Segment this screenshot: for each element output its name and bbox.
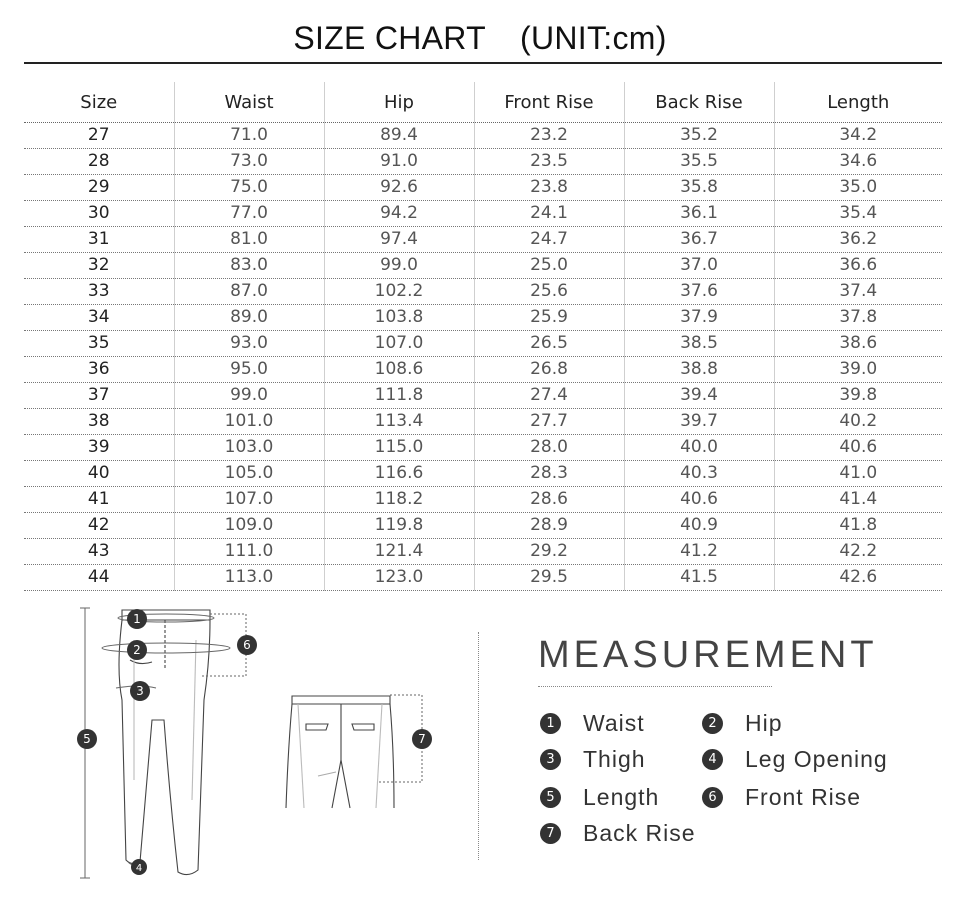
legend-label: Length (583, 784, 660, 810)
table-cell: 99.0 (324, 253, 474, 279)
table-cell: 36.7 (624, 227, 774, 253)
table-row (24, 409, 942, 435)
marker-7: 7 (418, 732, 426, 746)
table-cell: 40.6 (624, 487, 774, 513)
table-body (24, 123, 942, 591)
table-cell: 39.4 (624, 383, 774, 409)
table-cell: 32 (24, 253, 174, 279)
table-cell: 36.6 (774, 253, 942, 279)
table-cell: 25.9 (474, 305, 624, 331)
table-cell: 37.9 (624, 305, 774, 331)
table-cell: 33 (24, 279, 174, 305)
header-size: Size (24, 82, 174, 123)
table-cell: 40.6 (774, 435, 942, 461)
table-row (24, 487, 942, 513)
legend-label: Leg Opening (745, 746, 888, 772)
table-cell: 39.8 (774, 383, 942, 409)
section-divider (478, 632, 479, 860)
table-cell: 23.2 (474, 123, 624, 149)
table-cell: 37.0 (624, 253, 774, 279)
table-row (24, 279, 942, 305)
table-cell: 38.8 (624, 357, 774, 383)
table-cell: 121.4 (324, 539, 474, 565)
table-cell: 89.4 (324, 123, 474, 149)
table-cell: 37 (24, 383, 174, 409)
legend-item-leg-opening (702, 746, 888, 773)
table-cell: 123.0 (324, 565, 474, 591)
table-cell: 37.4 (774, 279, 942, 305)
badge-3: 3 (540, 749, 561, 770)
marker-2: 2 (133, 643, 141, 657)
table-row (24, 461, 942, 487)
diagram-markers (77, 609, 257, 875)
badge-7: 7 (540, 823, 561, 844)
table-cell: 26.8 (474, 357, 624, 383)
table-cell: 113.4 (324, 409, 474, 435)
measurement-title: MEASUREMENT (538, 634, 878, 676)
badge-6: 6 (702, 787, 723, 808)
table-cell: 83.0 (174, 253, 324, 279)
table-cell: 28 (24, 149, 174, 175)
marker-3: 3 (136, 684, 144, 698)
table-cell: 115.0 (324, 435, 474, 461)
table-row (24, 331, 942, 357)
table-cell: 77.0 (174, 201, 324, 227)
table-cell: 26.5 (474, 331, 624, 357)
table-cell: 41 (24, 487, 174, 513)
badge-4: 4 (702, 749, 723, 770)
header-hip: Hip (324, 82, 474, 123)
table-cell: 92.6 (324, 175, 474, 201)
table-cell: 113.0 (174, 565, 324, 591)
table-cell: 34.6 (774, 149, 942, 175)
table-header-row (24, 82, 942, 123)
table-cell: 73.0 (174, 149, 324, 175)
table-row (24, 383, 942, 409)
table-cell: 41.8 (774, 513, 942, 539)
table-row (24, 227, 942, 253)
table-cell: 23.8 (474, 175, 624, 201)
table-row (24, 149, 942, 175)
table-row (24, 513, 942, 539)
table-cell: 42.2 (774, 539, 942, 565)
table-row (24, 201, 942, 227)
badge-1: 1 (540, 713, 561, 734)
table-cell: 34.2 (774, 123, 942, 149)
badge-2: 2 (702, 713, 723, 734)
table-row (24, 357, 942, 383)
table-cell: 107.0 (324, 331, 474, 357)
size-table (24, 82, 942, 591)
table-cell: 39 (24, 435, 174, 461)
table-cell: 44 (24, 565, 174, 591)
table-cell: 91.0 (324, 149, 474, 175)
table-cell: 34 (24, 305, 174, 331)
table-cell: 25.6 (474, 279, 624, 305)
table-cell: 105.0 (174, 461, 324, 487)
legend-label: Hip (745, 710, 783, 736)
legend-item-hip (702, 710, 783, 737)
table-cell: 28.3 (474, 461, 624, 487)
header-waist: Waist (174, 82, 324, 123)
marker-4: 4 (135, 863, 143, 874)
legend-item-waist (540, 710, 645, 737)
table-cell: 29.5 (474, 565, 624, 591)
table-cell: 35 (24, 331, 174, 357)
table-cell: 118.2 (324, 487, 474, 513)
table-cell: 116.6 (324, 461, 474, 487)
table-cell: 43 (24, 539, 174, 565)
badge-5: 5 (540, 787, 561, 808)
legend-item-thigh (540, 746, 646, 773)
table-cell: 38 (24, 409, 174, 435)
table-cell: 31 (24, 227, 174, 253)
title-unit: (UNIT:cm) (519, 20, 667, 56)
table-cell: 27.4 (474, 383, 624, 409)
trousers-back-icon (286, 696, 394, 808)
legend-item-front-rise (702, 784, 861, 811)
table-row (24, 435, 942, 461)
table-cell: 40.2 (774, 409, 942, 435)
table-cell: 103.8 (324, 305, 474, 331)
table-row (24, 539, 942, 565)
table-cell: 40.3 (624, 461, 774, 487)
table-cell: 35.4 (774, 201, 942, 227)
legend-item-length (540, 784, 659, 811)
table-cell: 37.8 (774, 305, 942, 331)
table-cell: 37.6 (624, 279, 774, 305)
table-cell: 29.2 (474, 539, 624, 565)
table-cell: 24.1 (474, 201, 624, 227)
table-cell: 39.7 (624, 409, 774, 435)
marker-5: 5 (83, 732, 91, 746)
header-front-rise: Front Rise (474, 82, 624, 123)
table-cell: 35.8 (624, 175, 774, 201)
table-cell: 27.7 (474, 409, 624, 435)
legend-item-back-rise (540, 820, 696, 847)
table-cell: 41.5 (624, 565, 774, 591)
table-cell: 111.8 (324, 383, 474, 409)
table-cell: 95.0 (174, 357, 324, 383)
table-cell: 89.0 (174, 305, 324, 331)
table-row (24, 253, 942, 279)
table-cell: 103.0 (174, 435, 324, 461)
table-cell: 25.0 (474, 253, 624, 279)
table-row (24, 565, 942, 591)
header-back-rise: Back Rise (624, 82, 774, 123)
table-cell: 81.0 (174, 227, 324, 253)
table-cell: 40 (24, 461, 174, 487)
legend-label: Front Rise (745, 784, 862, 810)
table-cell: 39.0 (774, 357, 942, 383)
table-row (24, 175, 942, 201)
table-cell: 101.0 (174, 409, 324, 435)
table-cell: 40.0 (624, 435, 774, 461)
table-cell: 102.2 (324, 279, 474, 305)
marker-6: 6 (243, 638, 251, 652)
table-cell: 36.2 (774, 227, 942, 253)
legend-label: Thigh (583, 746, 646, 772)
table-cell: 38.6 (774, 331, 942, 357)
legend-label: Back Rise (583, 820, 696, 846)
table-cell: 99.0 (174, 383, 324, 409)
trousers-diagram (60, 600, 480, 890)
table-cell: 28.0 (474, 435, 624, 461)
table-cell: 97.4 (324, 227, 474, 253)
table-cell: 93.0 (174, 331, 324, 357)
table-cell: 28.6 (474, 487, 624, 513)
title-main: SIZE CHART (293, 20, 486, 56)
table-cell: 38.5 (624, 331, 774, 357)
table-cell: 108.6 (324, 357, 474, 383)
table-cell: 36.1 (624, 201, 774, 227)
measurement-rule (538, 686, 772, 687)
table-cell: 41.4 (774, 487, 942, 513)
header-length: Length (774, 82, 942, 123)
table-cell: 27 (24, 123, 174, 149)
table-cell: 28.9 (474, 513, 624, 539)
table-cell: 107.0 (174, 487, 324, 513)
marker-1: 1 (133, 612, 141, 626)
table-cell: 41.2 (624, 539, 774, 565)
table-cell: 35.2 (624, 123, 774, 149)
table-cell: 40.9 (624, 513, 774, 539)
title-rule (24, 62, 942, 64)
table-cell: 119.8 (324, 513, 474, 539)
table-cell: 109.0 (174, 513, 324, 539)
table-cell: 87.0 (174, 279, 324, 305)
table-cell: 94.2 (324, 201, 474, 227)
table-cell: 23.5 (474, 149, 624, 175)
table-row (24, 305, 942, 331)
table-cell: 42 (24, 513, 174, 539)
table-row (24, 123, 942, 149)
table-cell: 71.0 (174, 123, 324, 149)
table-cell: 75.0 (174, 175, 324, 201)
table-cell: 30 (24, 201, 174, 227)
legend-label: Waist (583, 710, 645, 736)
table-cell: 29 (24, 175, 174, 201)
table-cell: 35.5 (624, 149, 774, 175)
table-cell: 42.6 (774, 565, 942, 591)
table-cell: 111.0 (174, 539, 324, 565)
page-title (0, 14, 960, 62)
table-cell: 24.7 (474, 227, 624, 253)
table-cell: 41.0 (774, 461, 942, 487)
table-cell: 36 (24, 357, 174, 383)
table-cell: 35.0 (774, 175, 942, 201)
